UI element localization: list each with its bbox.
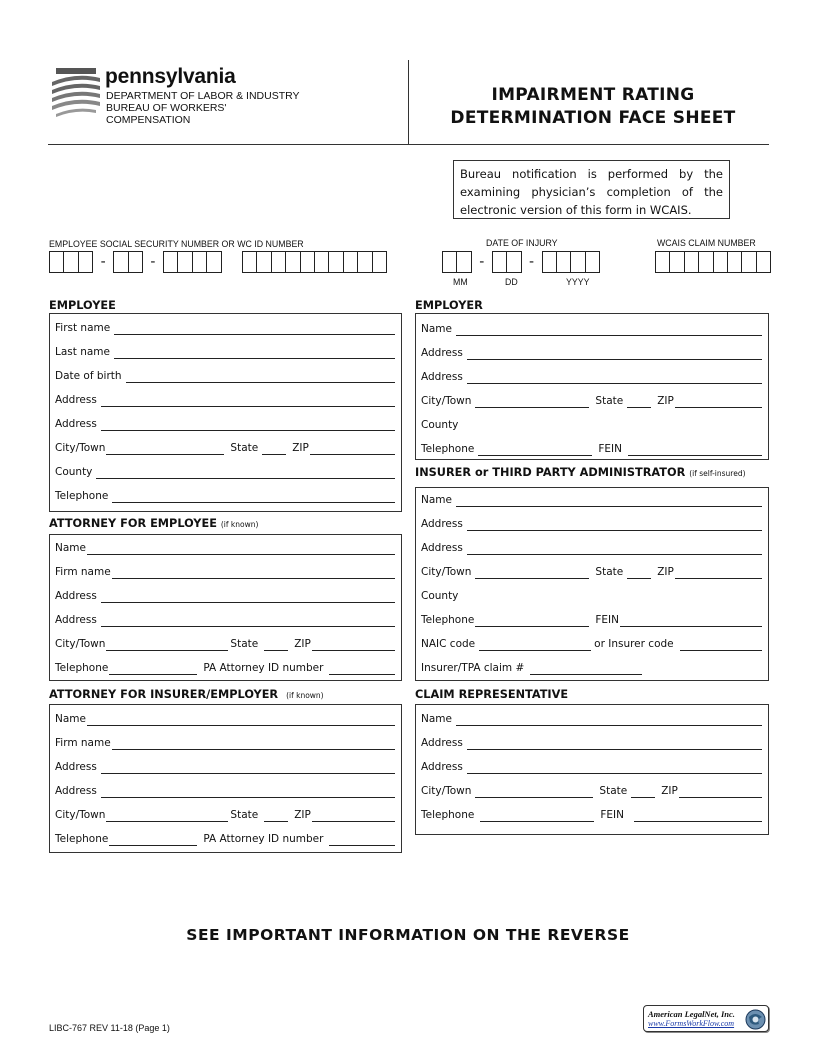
doi-year[interactable] bbox=[542, 251, 601, 273]
doi-dash: - bbox=[479, 254, 485, 270]
attorney-insurer-city-state-zip-field[interactable] bbox=[55, 806, 395, 822]
employee-county-field[interactable] bbox=[55, 463, 395, 479]
title-line2: DETERMINATION FACE SHEET bbox=[450, 108, 736, 128]
field-label: Name bbox=[55, 542, 86, 554]
field-label: ZIP bbox=[294, 809, 311, 821]
field-label: City/Town bbox=[55, 638, 106, 650]
field-label: Insurer/TPA claim # bbox=[421, 662, 525, 674]
attorney-insurer-name-field[interactable] bbox=[55, 710, 395, 726]
employer-heading: EMPLOYER bbox=[415, 299, 483, 312]
date-of-injury-input[interactable] bbox=[442, 251, 600, 273]
attorney-insurer-address2-field[interactable] bbox=[55, 782, 395, 798]
field-label: FEIN bbox=[598, 443, 622, 455]
ssn-label: EMPLOYEE SOCIAL SECURITY NUMBER OR WC ID NUMBER bbox=[49, 239, 304, 249]
field-label: NAIC code bbox=[421, 638, 476, 650]
attorney-insurer-address1-field[interactable] bbox=[55, 758, 395, 774]
employee-city-state-zip-field[interactable] bbox=[55, 439, 395, 455]
form-number: LIBC-767 REV 11-18 (Page 1) bbox=[49, 1023, 170, 1033]
insurer-city-state-zip-field[interactable] bbox=[421, 563, 762, 579]
insurer-panel bbox=[415, 487, 769, 681]
field-label: ZIP bbox=[657, 566, 674, 578]
header-rule bbox=[48, 144, 769, 145]
field-label: State bbox=[595, 395, 624, 407]
field-label: County bbox=[421, 419, 459, 431]
doi-day[interactable] bbox=[492, 251, 522, 273]
field-label: County bbox=[421, 590, 459, 602]
field-label: or Insurer code bbox=[594, 638, 674, 650]
field-label: City/Town bbox=[421, 566, 472, 578]
field-label: Telephone bbox=[55, 662, 109, 674]
insurer-heading-note: (if self-insured) bbox=[689, 469, 746, 478]
globe-icon bbox=[745, 1009, 766, 1030]
dd-label: DD bbox=[505, 277, 518, 287]
dept-line1: DEPARTMENT OF LABOR & INDUSTRY bbox=[106, 90, 300, 102]
employee-address1-field[interactable] bbox=[55, 391, 395, 407]
claim-rep-address2-field[interactable] bbox=[421, 758, 762, 774]
claim-label: WCAIS CLAIM NUMBER bbox=[657, 238, 756, 248]
insurer-claim-number-field[interactable] bbox=[421, 659, 762, 675]
field-label: Address bbox=[421, 761, 463, 773]
claim-rep-city-state-zip-field[interactable] bbox=[421, 782, 762, 798]
field-label: ZIP bbox=[294, 638, 311, 650]
attorney-employee-firm-field[interactable] bbox=[55, 563, 395, 579]
attorney-employee-panel bbox=[49, 534, 402, 681]
ssn-input[interactable] bbox=[49, 251, 222, 273]
dept-line2: BUREAU OF WORKERS' COMPENSATION bbox=[106, 102, 227, 126]
field-label: Telephone bbox=[55, 490, 109, 502]
ssn-part3[interactable] bbox=[163, 251, 222, 273]
field-label: Firm name bbox=[55, 566, 111, 578]
ssn-part2[interactable] bbox=[113, 251, 143, 273]
field-label: County bbox=[55, 466, 93, 478]
employee-panel bbox=[49, 313, 402, 512]
insurer-address2-field[interactable] bbox=[421, 539, 762, 555]
field-label: City/Town bbox=[421, 785, 472, 797]
title-line1: IMPAIRMENT RATING bbox=[491, 85, 695, 105]
field-label: Address bbox=[421, 518, 463, 530]
employer-address1-field[interactable] bbox=[421, 344, 762, 360]
field-label: Name bbox=[421, 323, 452, 335]
attorney-employee-heading-note: (if known) bbox=[220, 520, 259, 529]
claim-rep-heading: CLAIM REPRESENTATIVE bbox=[415, 688, 569, 701]
field-label: Address bbox=[55, 590, 97, 602]
field-label: Address bbox=[55, 418, 97, 430]
logo-name: pennsylvania bbox=[105, 65, 236, 88]
attorney-employee-telephone-id-field[interactable] bbox=[55, 659, 395, 675]
employer-county-field[interactable] bbox=[421, 416, 762, 432]
field-label: PA Attorney ID number bbox=[203, 662, 324, 674]
mm-label: MM bbox=[453, 277, 468, 287]
insurer-heading-text: INSURER or THIRD PARTY ADMINISTRATOR bbox=[415, 466, 686, 479]
field-label: Name bbox=[421, 713, 452, 725]
ssn-part1[interactable] bbox=[49, 251, 93, 273]
field-label: Telephone bbox=[421, 809, 475, 821]
field-label: Last name bbox=[55, 346, 110, 358]
attorney-insurer-telephone-id-field[interactable] bbox=[55, 830, 395, 846]
field-label: Address bbox=[55, 785, 97, 797]
field-label: State bbox=[599, 785, 628, 797]
attorney-insurer-panel bbox=[49, 704, 402, 853]
ssn-dash: - bbox=[150, 254, 156, 270]
keystone-logo-icon bbox=[50, 64, 102, 120]
attorney-insurer-heading-text: ATTORNEY FOR INSURER/EMPLOYER bbox=[49, 688, 279, 701]
attorney-employee-name-field[interactable] bbox=[55, 539, 395, 555]
doi-dash: - bbox=[529, 254, 535, 270]
wc-id-input[interactable] bbox=[242, 251, 387, 273]
field-label: Telephone bbox=[421, 443, 475, 455]
attorney-employee-heading-text: ATTORNEY FOR EMPLOYEE bbox=[49, 517, 217, 530]
yyyy-label: YYYY bbox=[566, 277, 590, 287]
field-label: Name bbox=[421, 494, 452, 506]
employee-heading: EMPLOYEE bbox=[49, 299, 116, 312]
claim-rep-panel bbox=[415, 704, 769, 835]
field-label: City/Town bbox=[55, 442, 106, 454]
employer-telephone-fein-field[interactable] bbox=[421, 440, 762, 456]
claim-rep-address1-field[interactable] bbox=[421, 734, 762, 750]
attorney-insurer-firm-field[interactable] bbox=[55, 734, 395, 750]
claim-rep-name-field[interactable] bbox=[421, 710, 762, 726]
field-label: FEIN bbox=[600, 809, 624, 821]
alnet-badge[interactable] bbox=[643, 1005, 769, 1032]
field-label: State bbox=[230, 638, 259, 650]
attorney-insurer-heading bbox=[49, 688, 324, 701]
insurer-name-field[interactable] bbox=[421, 491, 762, 507]
field-label: Address bbox=[421, 371, 463, 383]
insurer-telephone-fein-field[interactable] bbox=[421, 611, 762, 627]
pa-logo bbox=[50, 64, 310, 124]
attorney-employee-address1-field[interactable] bbox=[55, 587, 395, 603]
field-label: City/Town bbox=[421, 395, 472, 407]
insurer-naic-code-field[interactable] bbox=[421, 635, 762, 651]
attorney-employee-address2-field[interactable] bbox=[55, 611, 395, 627]
insurer-county-field[interactable] bbox=[421, 587, 762, 603]
insurer-address1-field[interactable] bbox=[421, 515, 762, 531]
badge-company: American LegalNet, Inc. bbox=[648, 1009, 735, 1019]
employer-address2-field[interactable] bbox=[421, 368, 762, 384]
field-label: Address bbox=[421, 542, 463, 554]
field-label: Date of birth bbox=[55, 370, 122, 382]
doi-label: DATE OF INJURY bbox=[486, 238, 558, 248]
field-label: Name bbox=[55, 713, 86, 725]
field-label: State bbox=[230, 809, 259, 821]
employer-name-field[interactable] bbox=[421, 320, 762, 336]
field-label: Address bbox=[421, 347, 463, 359]
field-label: Telephone bbox=[55, 833, 109, 845]
badge-url[interactable]: www.FormsWorkFlow.com bbox=[648, 1019, 735, 1028]
employee-last-name-field[interactable] bbox=[55, 343, 395, 359]
field-label: State bbox=[595, 566, 624, 578]
attorney-employee-city-state-zip-field[interactable] bbox=[55, 635, 395, 651]
field-label: ZIP bbox=[661, 785, 678, 797]
field-label: ZIP bbox=[657, 395, 674, 407]
field-label: State bbox=[230, 442, 259, 454]
field-label: FEIN bbox=[595, 614, 619, 626]
field-label: ZIP bbox=[292, 442, 309, 454]
insurer-heading bbox=[415, 466, 746, 479]
field-label: Firm name bbox=[55, 737, 111, 749]
attorney-insurer-heading-note: (if known) bbox=[286, 691, 324, 700]
ssn-dash: - bbox=[100, 254, 106, 270]
field-label: Address bbox=[55, 394, 97, 406]
employee-dob-field[interactable] bbox=[55, 367, 395, 383]
reverse-notice: SEE IMPORTANT INFORMATION ON THE REVERSE bbox=[186, 926, 630, 944]
header-divider bbox=[408, 60, 409, 144]
field-label: Address bbox=[55, 614, 97, 626]
field-label: City/Town bbox=[55, 809, 106, 821]
claim-rep-telephone-fein-field[interactable] bbox=[421, 806, 762, 822]
notice-box: Bureau notification is performed by the examining physician’s completion of the electronic version of this form in WCAIS. bbox=[453, 160, 730, 219]
field-label: Telephone bbox=[421, 614, 475, 626]
employee-first-name-field[interactable] bbox=[55, 319, 395, 335]
employer-city-state-zip-field[interactable] bbox=[421, 392, 762, 408]
field-label: First name bbox=[55, 322, 111, 334]
employee-telephone-field[interactable] bbox=[55, 487, 395, 503]
wcais-claim-input[interactable] bbox=[655, 251, 771, 273]
field-label: Address bbox=[421, 737, 463, 749]
doi-month[interactable] bbox=[442, 251, 472, 273]
field-label: Address bbox=[55, 761, 97, 773]
form-title bbox=[410, 84, 776, 130]
employer-panel bbox=[415, 313, 769, 460]
attorney-employee-heading bbox=[49, 517, 258, 530]
field-label: PA Attorney ID number bbox=[203, 833, 324, 845]
employee-address2-field[interactable] bbox=[55, 415, 395, 431]
